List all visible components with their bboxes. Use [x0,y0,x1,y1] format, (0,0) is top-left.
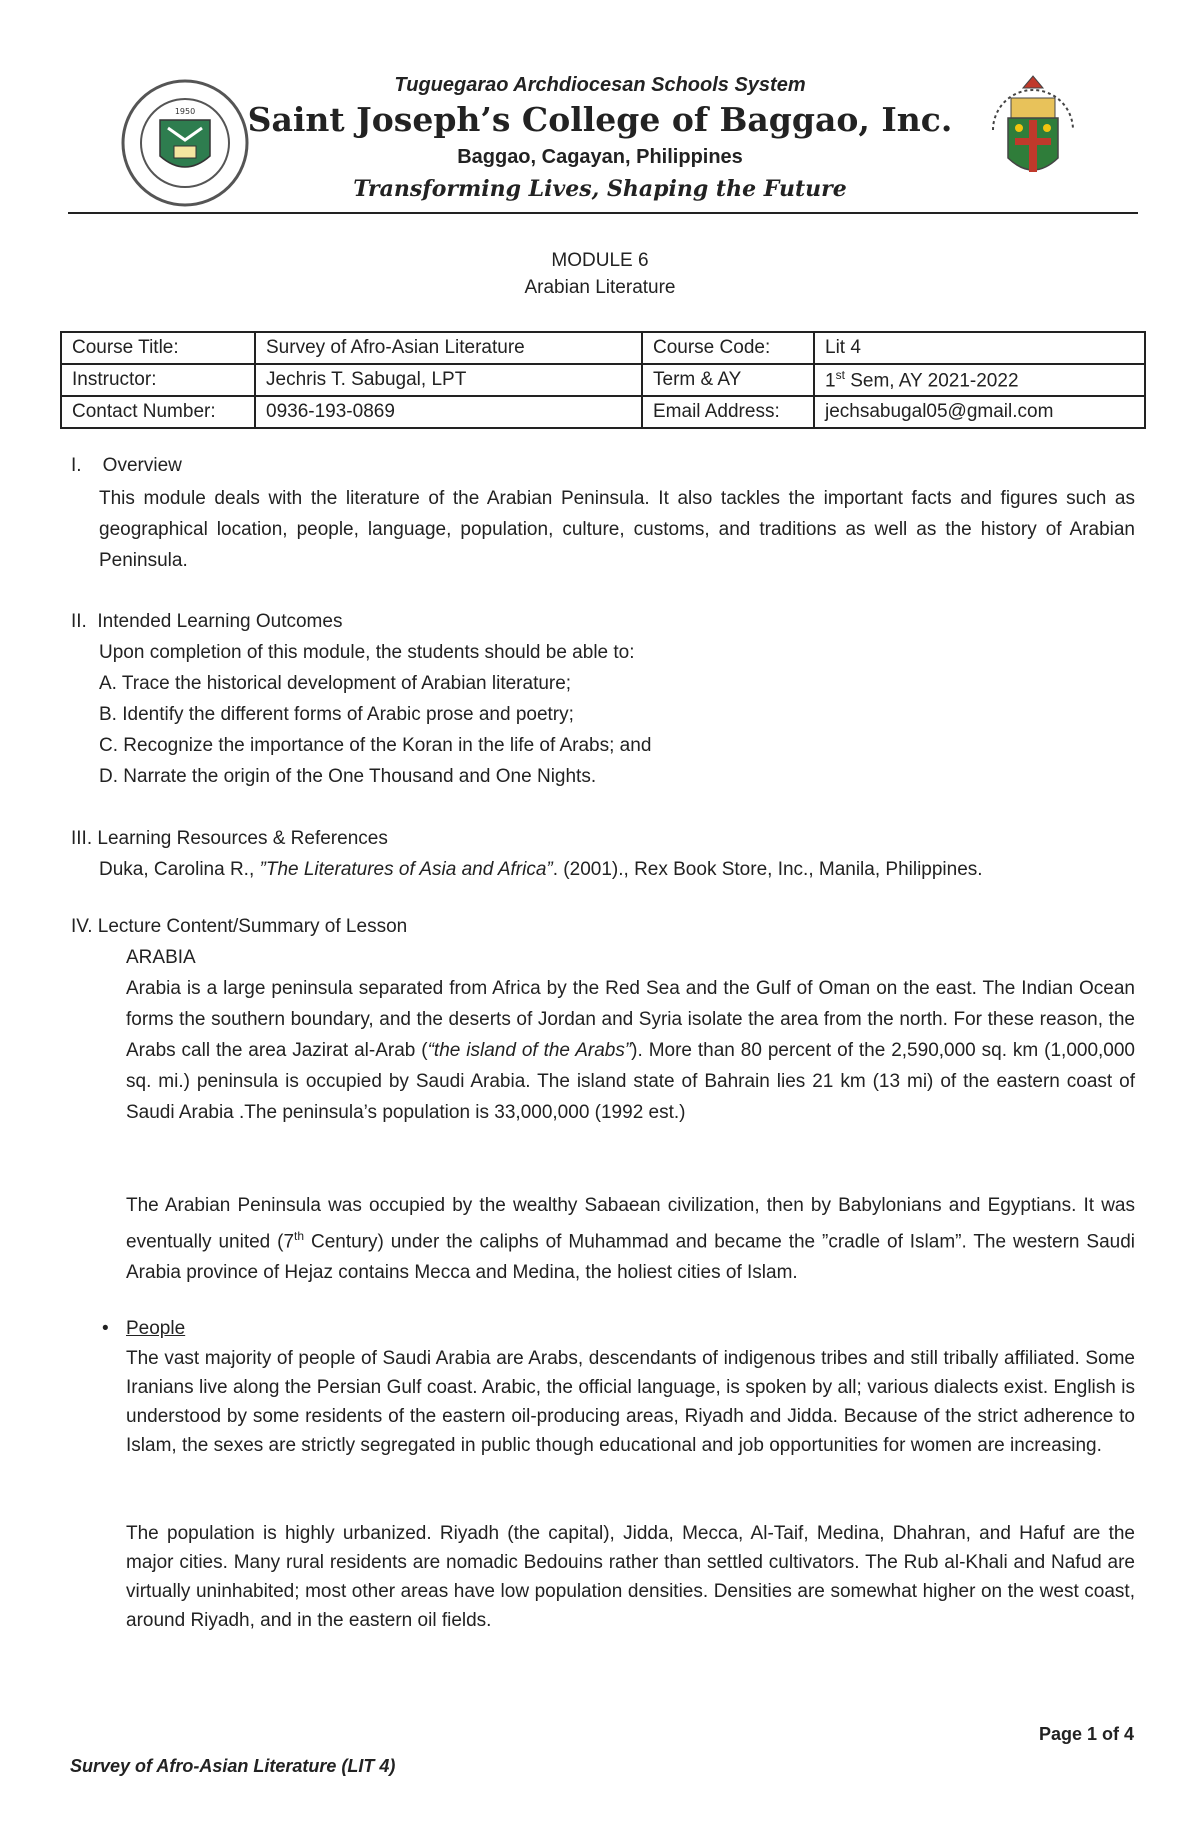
course-info-table [60,331,1146,429]
header-divider [68,212,1138,214]
people-paragraph-1: The vast majority of people of Saudi Arabia are Arabs, descendants of indigenous tribes and still tribally affiliated. Some Iranians live along the Persian Gulf coast. Arabic, the official language, is spoken by all; various dialects exist. English is understood by some residents of the eastern oil-producing areas, Riyadh and Jidda. Because of the strict adherence to Islam, the sexes are strictly segregated in public though educational and job opportunities for women are increasing. [126,1348,1135,1456]
term-label: Term & AY [642,364,814,396]
outcomes-intro: Upon completion of this module, the students should be able to: [99,642,635,663]
overview-heading: I. Overview [71,455,182,476]
contact-label: Contact Number: [61,396,255,428]
contact-value: 0936-193-0869 [255,396,642,428]
email-label: Email Address: [642,396,814,428]
college-name: Saint Joseph’s College of Baggao, Inc. [247,100,953,139]
bullet-icon: • [102,1318,109,1339]
lecture-heading: IV. Lecture Content/Summary of Lesson [71,916,408,937]
course-code-label: Course Code: [642,332,814,364]
page-number: Page 1 of 4 [1038,1724,1134,1744]
reference-entry: Duka, Carolina R., ”The Literatures of Asia and Africa”. (2001)., Rex Book Store, Inc., Manila, Philippines. [99,859,983,880]
module-title: Arabian Literature [524,277,676,298]
overview-text: This module deals with the literature of the Arabian Peninsula. It also tackles the important facts and figures such as geographical location, people, language, population, culture, customs, and traditions as well as the history of Arabian Peninsula. [99,488,1135,571]
table-row [61,396,1145,428]
resources-heading: III. Learning Resources & References [71,828,388,849]
people-heading: People [126,1318,186,1339]
outcomes-heading: II. Intended Learning Outcomes [71,611,343,632]
course-title-value: Survey of Afro-Asian Literature [255,332,642,364]
instructor-label: Instructor: [61,364,255,396]
college-location: Baggao, Cagayan, Philippines [457,146,743,168]
module-number: MODULE 6 [551,250,649,271]
instructor-value: Jechris T. Sabugal, LPT [255,364,642,396]
outcome-item: D. Narrate the origin of the One Thousand and One Nights. [99,766,597,787]
table-row [61,332,1145,364]
footer-course-title: Survey of Afro-Asian Literature (LIT 4) [70,1756,396,1776]
outcome-item: C. Recognize the importance of the Koran in the life of Arabs; and [99,735,652,756]
schools-system-name: Tuguegarao Archdiocesan Schools System [394,74,806,96]
lecture-subheading: ARABIA [126,947,196,968]
outcome-item: B. Identify the different forms of Arabic prose and poetry; [99,704,574,725]
table-row [61,364,1145,396]
outcome-item: A. Trace the historical development of Arabian literature; [99,673,572,694]
email-value: jechsabugal05@gmail.com [814,396,1145,428]
term-value: 1st Sem, AY 2021-2022 [814,364,1145,396]
college-motto: Transforming Lives, Shaping the Future [353,176,847,202]
course-title-label: Course Title: [61,332,255,364]
people-paragraph-2: The population is highly urbanized. Riyadh (the capital), Jidda, Mecca, Al-Taif, Medina, Dhahran, and Hafuf are the major cities. Many rural residents are nomadic Bedouins rather than settled cultivators. The Rub al-Khali and Nafud are virtually uninhabited; most other areas have low population densities. Densities are somewhat higher on the west coast, around Riyadh, and in the eastern oil fields. [126,1523,1135,1631]
arabia-paragraph-1: Arabia is a large peninsula separated from Africa by the Red Sea and the Gulf of Oman on the east. The Indian Ocean forms the southern boundary, and the deserts of Jordan and Syria isolate the area from the north. For these reason, the Arabs call the area Jazirat al-Arab (“the island of the Arabs”). More than 80 percent of the 2,590,000 sq. km (1,000,000 sq. mi.) peninsula is occupied by Saudi Arabia. The island state of Bahrain lies 21 km (13 mi) of the eastern coast of Saudi Arabia .The peninsula’s population is 33,000,000 (1992 est.) [126,978,1136,1123]
course-code-value: Lit 4 [814,332,1145,364]
arabia-paragraph-2: The Arabian Peninsula was occupied by the wealthy Sabaean civilization, then by Babylonians and Egyptians. It was eventually united (7th Century) under the caliphs of Muhammad and became the ”cradle of Islam”. The western Saudi Arabia province of Hejaz contains Mecca and Medina, the holiest cities of Islam. [126,1195,1136,1284]
svg-text:1950: 1950 [174,107,196,116]
